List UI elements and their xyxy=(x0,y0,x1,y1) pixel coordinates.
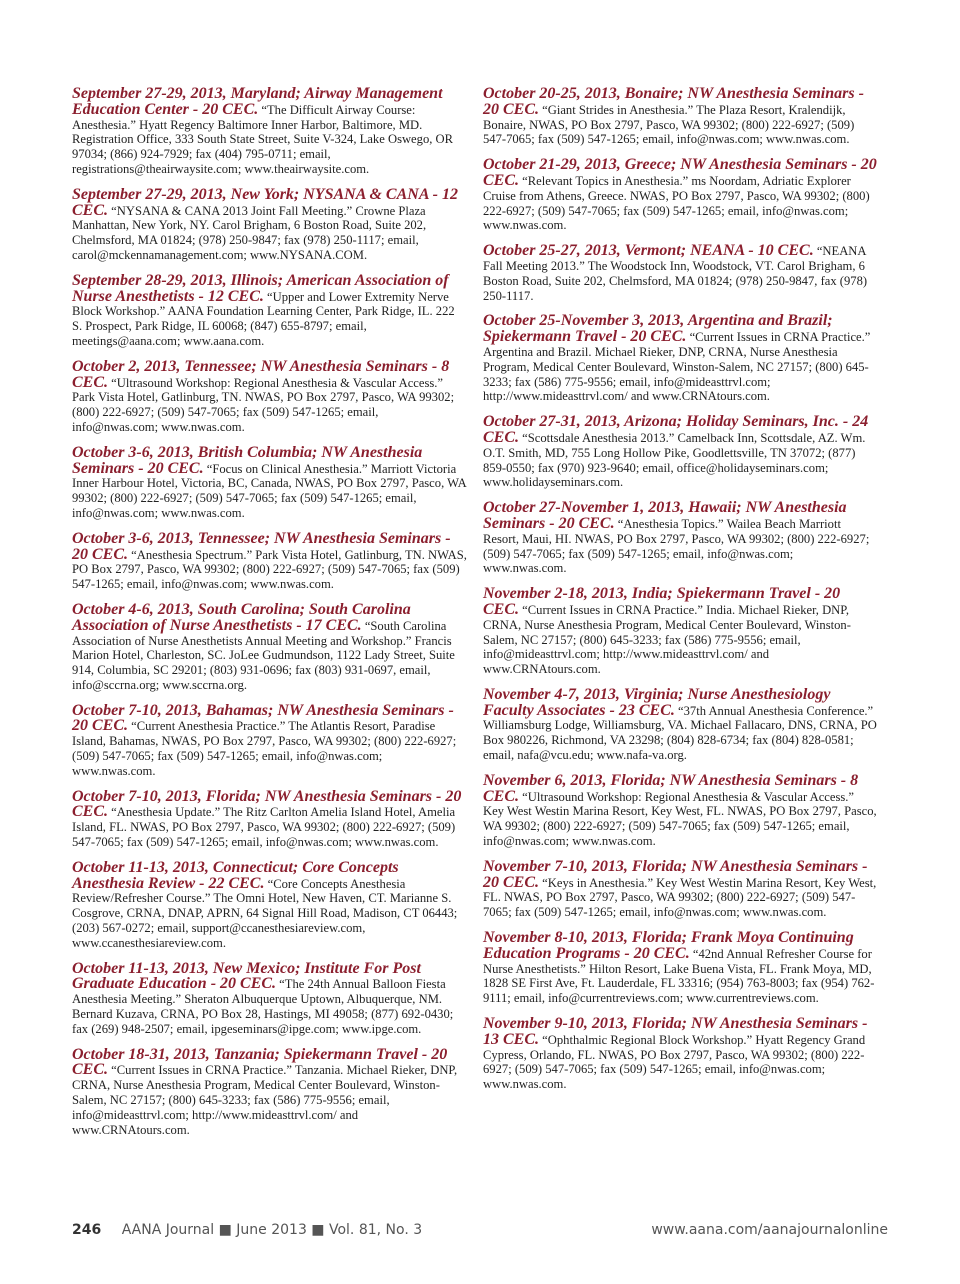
entry-heading: October 3-6, 2013, British Columbia; NW Anesthesia Seminars - 20 CEC. xyxy=(72,443,423,477)
entry-body: “Core Concepts Anesthesia Review/Refresher Course.” The Omni Hotel, New Haven, CT. Marianne S. Cosgrove, CRNA, DNAP, APRN, 64 Signal Hill Road, Madison, CT 06443; (203) 567-0272; email, support@ccanesthesiareview.com, www.ccanesthesiareview.com. xyxy=(72,876,458,950)
calendar-entry xyxy=(72,789,467,850)
entry-body: “42nd Annual Refresher Course for Nurse Anesthetists.” Hilton Resort, Lake Buena Vista, FL. Frank Moya, MD, 1828 SE First Ave, Ft. Lauderdale, FL 33316; (954) 763-8003; fax (954) 762-9111; email, info@currentreviews.com; www.currentreviews.com. xyxy=(483,946,875,1006)
calendar-entry xyxy=(483,586,878,677)
calendar-entry xyxy=(483,930,878,1006)
entry-heading: November 8-10, 2013, Florida; Frank Moya Continuing Education Programs - 20 CEC. xyxy=(483,929,854,962)
entry-heading: October 25-27, 2013, Vermont; NEANA - 10 CEC. xyxy=(483,242,814,260)
calendar-entry xyxy=(483,157,878,233)
entry-heading: October 20-25, 2013, Bonaire; NW Anesthesia Seminars - 20 CEC. xyxy=(483,85,864,118)
entry-body: “Anesthesia Update.” The Ritz Carlton Amelia Island Hotel, Amelia Island, FL. NWAS, PO Box 2797, Pasco, WA 99302; (800) 222-6927; (509) 547-7065; fax (509) 547-1265; email, info@nwas.com; www.nwas.com. xyxy=(72,805,456,850)
entry-heading: October 4-6, 2013, South Carolina; South Carolina Association of Nurse Anesthetists - 17 CEC. xyxy=(72,600,411,634)
calendar-entry xyxy=(483,243,878,303)
entry-heading: October 11-13, 2013, New Mexico; Institute For Post Graduate Education - 20 CEC. xyxy=(72,959,421,993)
entry-body: “Current Issues in CRNA Practice.” Tanzania. Michael Rieker, DNP, CRNA, Nurse Anesthesia Program, Medical Center Boulevard, Winston-Salem, NC 27157; (800) 645-3233; fax (586) 775-9556; email, info@mideasttrvl.com; http://www.mideasttrvl.com/ and www.CRNAtours.com. xyxy=(72,1063,458,1137)
calendar-entry xyxy=(72,1047,467,1138)
entry-body: “Current Anesthesia Practice.” The Atlantis Resort, Paradise Island, Bahamas, NWAS, PO Box 2797, Pasco, WA 99302; (800) 222-6927; (509) 547-7065; fax (509) 547-1265; email, info@nwas.com; www.nwas.com. xyxy=(72,719,457,778)
entry-heading: October 7-10, 2013, Florida; NW Anesthesia Seminars - 20 CEC. xyxy=(72,787,462,821)
entry-heading: November 2-18, 2013, India; Spiekermann Travel - 20 CEC. xyxy=(483,585,841,618)
calendar-entry xyxy=(483,859,878,920)
entry-body: “Anesthesia Spectrum.” Park Vista Hotel, Gatlinburg, TN. NWAS, PO Box 2797, Pasco, WA 99302; (800) 222-6927; (509) 547-7065; fax (509) 547-1265; email, info@nwas.com; www.nwas.com. xyxy=(72,547,467,592)
calendar-entry xyxy=(72,359,467,435)
entry-heading: October 11-13, 2013, Connecticut; Core Concepts Anesthesia Review - 22 CEC. xyxy=(72,858,399,892)
entry-body: “South Carolina Association of Nurse Anesthetists Annual Meeting and Workshop.” Francis Marion Hotel, Charleston, SC. JoLee Gudmundson, 1122 Lady Street, Suite 914, Columbia, SC 29201; (803) 931-0696; fax (803) 931-0697, email, info@sccrna.org; www.sccrna.org. xyxy=(72,618,455,692)
entry-body: “Ultrasound Workshop: Regional Anesthesia & Vascular Access.” Park Vista Hotel, Gatlinburg, TN. NWAS, PO Box 2797, Pasco, WA 99302; (800) 222-6927; (509) 547-7065; fax (509) 547-1265; email, info@nwas.com; www.nwas.com. xyxy=(72,375,455,434)
entry-heading: November 9-10, 2013, Florida; NW Anesthesia Seminars - 13 CEC. xyxy=(483,1015,868,1048)
page-footer xyxy=(72,1222,888,1238)
entry-body: “Scottsdale Anesthesia 2013.” Camelback Inn, Scottsdale, AZ. Wm. O.T. Smith, MD, 755 Long Hollow Pike, Goodlettsville, TN 37072; (877) 859-0550; fax (970) 923-9640; email, office@holidayseminars.com; www.holidayseminars.com. xyxy=(483,430,866,490)
entry-body: “Focus on Clinical Anesthesia.” Marriott Victoria Inner Harbour Hotel, Victoria, BC, Canada, NWAS, PO Box 2797, Pasco, WA 99302; (800) 222-6927; (509) 547-7065; fax (509) 547-1265; email, info@nwas.com; www.nwas.com. xyxy=(72,461,467,520)
entry-heading: September 27-29, 2013, Maryland; Airway Management Education Center - 20 CEC. xyxy=(72,85,443,118)
calendar-entry xyxy=(72,531,467,592)
entry-heading: September 28-29, 2013, Illinois; American Association of Nurse Anesthetists - 12 CEC. xyxy=(72,271,449,305)
entry-heading: October 25-November 3, 2013, Argentina and Brazil; Spiekermann Travel - 20 CEC. xyxy=(483,312,833,346)
left-column xyxy=(72,86,467,1147)
calendar-entry xyxy=(72,86,467,177)
entry-body: “Anesthesia Topics.” Wailea Beach Marriott Resort, Maui, HI. NWAS, PO Box 2797, Pasco, WA 99302; (800) 222-6927; (509) 547-7065; fax (509) 547-1265; email, info@nwas.com; www.nwas.com. xyxy=(483,516,870,576)
calendar-entry xyxy=(483,687,878,763)
entry-body: “Upper and Lower Extremity Nerve Block Workshop.” AANA Foundation Learning Center, Park Ridge, IL. 222 S. Prospect, Park Ridge, IL 60068; (847) 655-8797; email, meetings@aana.com; www.aana.com. xyxy=(72,289,455,348)
entry-heading: October 3-6, 2013, Tennessee; NW Anesthesia Seminars - 20 CEC. xyxy=(72,529,451,563)
calendar-entry xyxy=(483,313,878,404)
entry-heading: November 6, 2013, Florida; NW Anesthesia Seminars - 8 CEC. xyxy=(483,771,859,805)
journal-citation: AANA Journal ■ June 2013 ■ Vol. 81, No. 3 xyxy=(121,1222,423,1238)
entry-heading: September 27-29, 2013, New York; NYSANA & CANA - 12 CEC. xyxy=(72,185,458,219)
entry-body: “Giant Strides in Anesthesia.” The Plaza Resort, Kralendijk, Bonaire, NWAS, PO Box 2797, Pasco, WA 99302; (800) 222-6927; (509) 547-7065; fax (509) 547-1265; email, info@nwas.com; www.nwas.com. xyxy=(483,102,855,147)
calendar-entry xyxy=(483,500,878,576)
entry-body: “NYSANA & CANA 2013 Joint Fall Meeting.” Crowne Plaza Manhattan, New York, NY. Carol Brigham, 6 Boston Road, Suite 202, Chelmsford, MA 01824; (978) 250-9847; fax (978) 250-1117; email, carol@mckennamanagement.com; www.NYSANA.COM. xyxy=(72,203,427,262)
calendar-entry xyxy=(72,602,467,693)
entry-body: “NEANA Fall Meeting 2013.” The Woodstock Inn, Woodstock, VT. Carol Brigham, 6 Boston Road, Suite 202, Chelmsford, MA 01824; (978) 250-9847, fax (978) 250-1117. xyxy=(483,244,868,303)
entry-heading: October 2, 2013, Tennessee; NW Anesthesia Seminars - 8 CEC. xyxy=(72,357,450,391)
page-number: 246 xyxy=(72,1222,102,1238)
entry-body: “Current Issues in CRNA Practice.” Argentina and Brazil. Michael Rieker, DNP, CRNA, Nurse Anesthesia Program, Medical Center Boulevard, Winston-Salem, NC 27157; (800) 645-3233; fax (586) 775-9556; email, info@mideasttrvl.com; http://www.mideasttrvl.com/ and www.CRNAtours.com. xyxy=(483,330,871,404)
journal-url: www.aana.com/aanajournalonline xyxy=(651,1222,888,1238)
entry-body: “37th Annual Anesthesia Conference.” Williamsburg Lodge, Williamsburg, VA. Michael Fallacaro, DNS, CRNA, PO Box 980226, Richmond, VA 23298; (804) 828-6734; fax (804) 828-0581; email, nafa@vcu.edu; www.nafa-va.org. xyxy=(483,703,877,763)
entry-body: “The Difficult Airway Course: Anesthesia.” Hyatt Regency Baltimore Inner Harbor, Baltimore, MD. Registration Office, 333 South State Street, Suite V-324, Lake Oswego, OR 97034; (866) 924-7929; fax (404) 795-0711; email, registrations@theairwaysite.com; www.theairwaysite.com. xyxy=(72,102,454,176)
calendar-entry xyxy=(72,961,467,1037)
calendar-entry xyxy=(483,1016,878,1092)
entry-body: “Relevant Topics in Anesthesia.” ms Noordam, Adriatic Explorer Cruise from Athens, Greece. NWAS, PO Box 2797, Pasco, WA 99302; (800) 222-6927; (509) 547-7065; fax (509) 547-1265; email, info@nwas.com; www.nwas.com. xyxy=(483,173,870,233)
entry-heading: October 7-10, 2013, Bahamas; NW Anesthesia Seminars - 20 CEC. xyxy=(72,701,454,735)
entry-heading: October 21-29, 2013, Greece; NW Anesthesia Seminars - 20 CEC. xyxy=(483,156,877,189)
entry-body: “The 24th Annual Balloon Fiesta Anesthesia Meeting.” Sheraton Albuquerque Uptown, Albuquerque, NM. Bernard Kuzava, CRNA, PO Box 28, Hastings, MI 49058; (877) 692-0430; fax (269) 948-2507; email, ipgeseminars@ipge.com; www.ipge.com. xyxy=(72,977,454,1036)
entry-body: “Current Issues in CRNA Practice.” India. Michael Rieker, DNP, CRNA, Nurse Anesthesia Program, Medical Center Boulevard, Winston-Salem, NC 27157; (800) 645-3233; fax (586) 775-9556; email, info@mideasttrvl.com; http://www.mideasttrvl.com/ and www.CRNAtours.com. xyxy=(483,602,851,677)
calendar-entry xyxy=(483,414,878,490)
entry-heading: October 27-31, 2013, Arizona; Holiday Seminars, Inc. - 24 CEC. xyxy=(483,413,869,446)
calendar-entry xyxy=(483,773,878,849)
entry-heading: October 27-November 1, 2013, Hawaii; NW Anesthesia Seminars - 20 CEC. xyxy=(483,499,847,532)
entry-heading: November 4-7, 2013, Virginia; Nurse Anesthesiology Faculty Associates - 23 CEC. xyxy=(483,685,831,719)
calendar-entry xyxy=(72,445,467,521)
entry-heading: November 7-10, 2013, Florida; NW Anesthesia Seminars - 20 CEC. xyxy=(483,857,868,891)
entry-body: “Ultrasound Workshop: Regional Anesthesia & Vascular Access.” Key West Westin Marina Resort, Key West, FL. NWAS, PO Box 2797, Pasco, WA 99302; (800) 222-6927; (509) 547-7065; fax (509) 547-1265; email, info@nwas.com; www.nwas.com. xyxy=(483,789,877,849)
calendar-entry xyxy=(72,703,467,779)
calendar-entry xyxy=(72,273,467,349)
calendar-entry xyxy=(72,860,467,951)
calendar-entry xyxy=(72,187,467,263)
entry-heading: October 18-31, 2013, Tanzania; Spiekermann Travel - 20 CEC. xyxy=(72,1045,448,1079)
entry-body: “Ophthalmic Regional Block Workshop.” Hyatt Regency Grand Cypress, Orlando, FL. NWAS, PO Box 2797, Pasco, WA 99302; (800) 222-6927; (509) 547-7065; fax (509) 547-1265; email, info@nwas.com; www.nwas.com. xyxy=(483,1032,866,1092)
entry-body: “Keys in Anesthesia.” Key West Westin Marina Resort, Key West, FL. NWAS, PO Box 2797, Pasco, WA 99302; (800) 222-6927; (509) 547-7065; fax (509) 547-1265; email, info@nwas.com; www.nwas.com. xyxy=(483,875,877,920)
right-column xyxy=(483,86,878,1102)
calendar-entry xyxy=(483,86,878,147)
